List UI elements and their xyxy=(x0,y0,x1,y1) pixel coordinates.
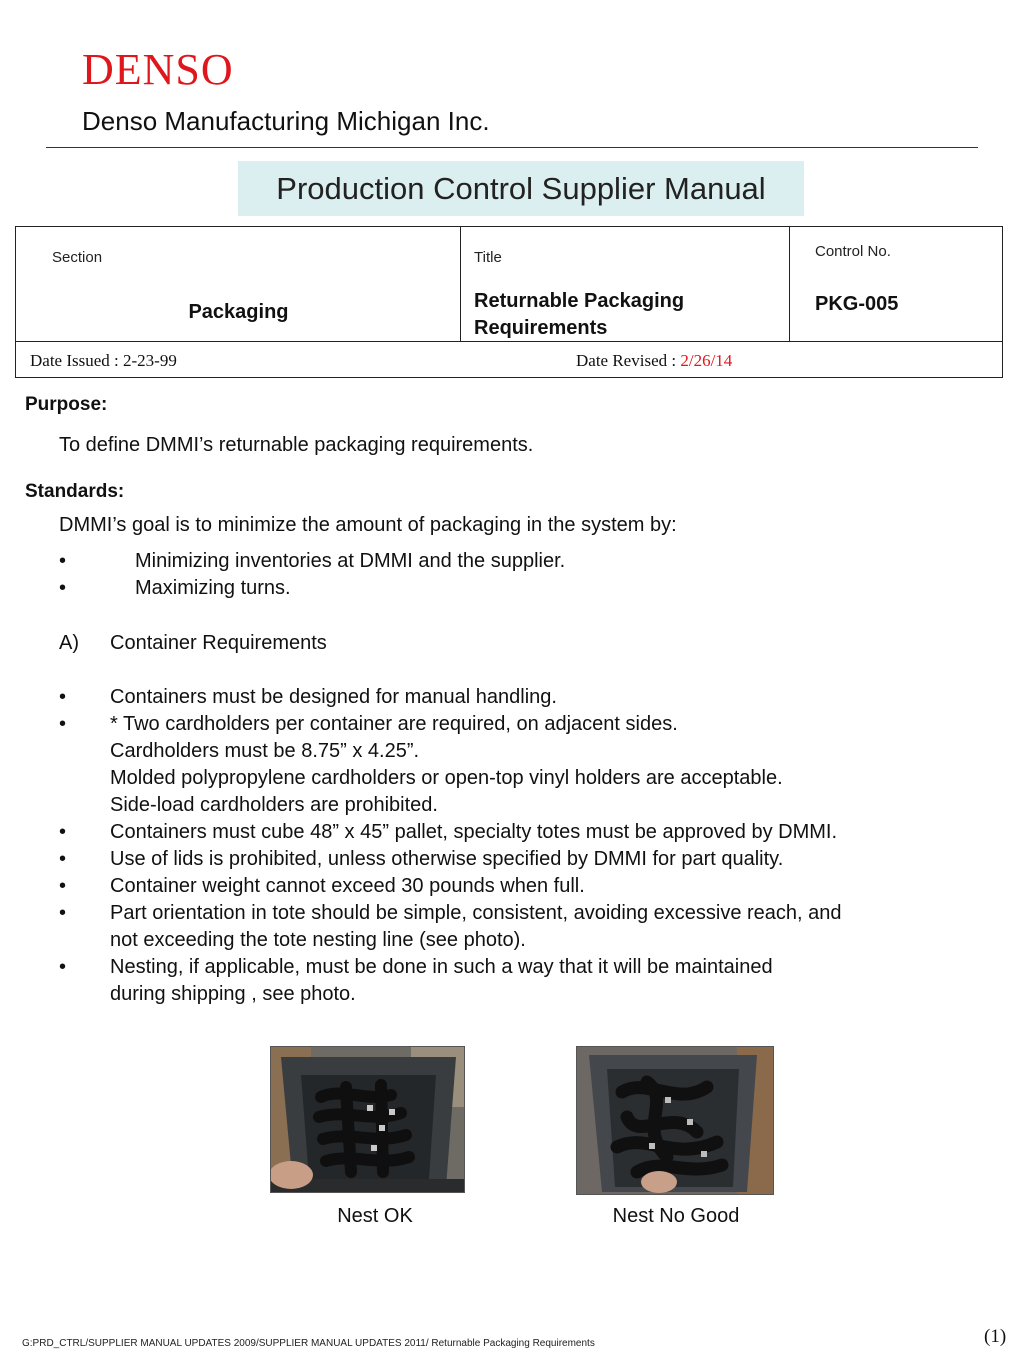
title-value-line2: Requirements xyxy=(474,317,608,339)
date-revised-label: Date Revised : xyxy=(576,351,677,370)
control-label: Control No. xyxy=(815,243,891,260)
purpose-text: To define DMMI’s returnable packaging requirements. xyxy=(59,434,534,456)
standards-intro: DMMI’s goal is to minimize the amount of packaging in the system by: xyxy=(59,514,677,536)
bullet-icon: • xyxy=(59,550,67,572)
page-number: (1) xyxy=(984,1326,1007,1347)
goal-text: Minimizing inventories at DMMI and the supplier. xyxy=(135,550,566,572)
bullet-icon: • xyxy=(59,713,67,735)
dates-row xyxy=(16,341,1002,377)
date-revised xyxy=(576,351,732,371)
section-cell xyxy=(16,227,461,341)
requirement-line: not exceeding the tote nesting line (see photo). xyxy=(110,929,526,951)
nest-no-good-photo xyxy=(576,1046,774,1195)
purpose-heading: Purpose: xyxy=(25,394,108,415)
bullet-icon: • xyxy=(59,956,67,978)
requirement-line: Use of lids is prohibited, unless otherwise specified by DMMI for part quality. xyxy=(110,848,784,870)
section-letter: A) xyxy=(59,632,79,654)
bullet-icon: • xyxy=(59,902,67,924)
requirement-line: Containers must be designed for manual handling. xyxy=(110,686,557,708)
brand-logo: DENSO xyxy=(82,45,234,94)
header-divider xyxy=(46,147,978,148)
title-label: Title xyxy=(474,249,502,266)
nest-ok-caption: Nest OK xyxy=(337,1205,413,1227)
company-name: Denso Manufacturing Michigan Inc. xyxy=(82,106,490,136)
standards-heading: Standards: xyxy=(25,481,125,502)
nest-no-good-caption: Nest No Good xyxy=(612,1205,740,1227)
document-info-table xyxy=(15,226,1003,378)
bullet-icon: • xyxy=(59,875,67,897)
bullet-icon: • xyxy=(59,821,67,843)
control-cell xyxy=(790,227,1002,341)
requirement-line: Cardholders must be 8.75” x 4.25”. xyxy=(110,740,420,762)
title-value-line1: Returnable Packaging xyxy=(474,290,685,312)
date-issued xyxy=(30,351,177,371)
date-issued-value: 2-23-99 xyxy=(123,351,177,370)
bullet-icon: • xyxy=(59,848,67,870)
manual-title: Production Control Supplier Manual xyxy=(238,161,804,216)
goal-text: Maximizing turns. xyxy=(135,577,291,599)
footer-file-path: G:PRD_CTRL/SUPPLIER MANUAL UPDATES 2009/SUPPLIER MANUAL UPDATES 2011/ Returnable Packaging Requirements xyxy=(22,1338,595,1349)
requirement-line: * Two cardholders per container are required, on adjacent sides. xyxy=(110,713,678,735)
requirement-line: Side-load cardholders are prohibited. xyxy=(110,794,438,816)
section-label: Section xyxy=(52,249,103,266)
section-title: Container Requirements xyxy=(110,632,327,654)
requirement-line: Molded polypropylene cardholders or open-top vinyl holders are acceptable. xyxy=(110,767,783,789)
requirement-line: Nesting, if applicable, must be done in such a way that it will be maintained xyxy=(110,956,773,978)
section-value: Packaging xyxy=(188,301,289,323)
title-cell xyxy=(461,227,790,341)
requirement-line: Part orientation in tote should be simple, consistent, avoiding excessive reach, and xyxy=(110,902,842,924)
date-issued-label: Date Issued : xyxy=(30,351,119,370)
nest-ok-image xyxy=(271,1047,465,1193)
bullet-icon: • xyxy=(59,577,67,599)
date-revised-value: 2/26/14 xyxy=(680,351,733,370)
bullet-icon: • xyxy=(59,686,67,708)
nest-no-good-image xyxy=(577,1047,774,1195)
requirement-line: Containers must cube 48” x 45” pallet, specialty totes must be approved by DMMI. xyxy=(110,821,838,843)
requirement-line: during shipping , see photo. xyxy=(110,983,356,1005)
nest-ok-photo xyxy=(270,1046,465,1193)
control-value: PKG-005 xyxy=(815,293,899,315)
requirement-line: Container weight cannot exceed 30 pounds when full. xyxy=(110,875,585,897)
